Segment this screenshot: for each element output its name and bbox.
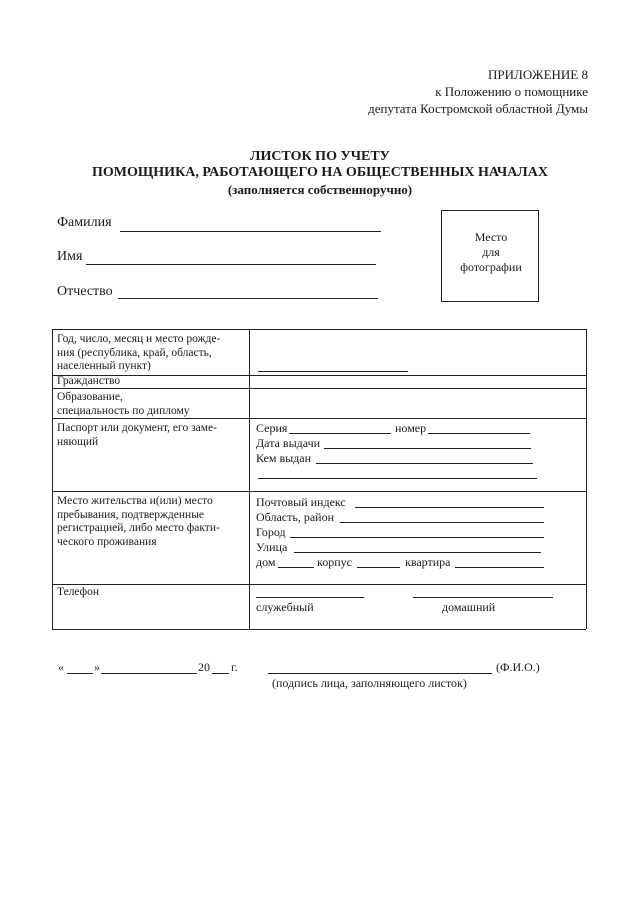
table-row-divider — [52, 418, 586, 419]
postal-code-label: Почтовый индекс — [256, 495, 346, 509]
birth-field[interactable] — [258, 371, 408, 372]
table-row-label-line: пребывания, подтвержденные — [57, 508, 205, 521]
passport-issued-by-label: Кем выдан — [256, 451, 312, 465]
date-year-prefix: 20 — [198, 660, 210, 674]
table-row-label-line: Образование, — [57, 391, 123, 403]
patronymic-label: Отчество — [57, 284, 113, 299]
date-day-field[interactable] — [67, 673, 93, 674]
region-label: Область, район — [256, 510, 334, 524]
building-field[interactable] — [357, 567, 400, 568]
photo-box-line-1: Место — [474, 230, 508, 244]
photo-box-label — [442, 230, 540, 275]
table-row-label-line: специальность по диплому — [57, 404, 190, 417]
phone-home-label: домашний — [442, 600, 496, 614]
table-row-birth-label — [57, 333, 245, 374]
table-row-label-line: Телефон — [57, 586, 100, 598]
table-row-label-line: Гражданство — [57, 375, 121, 387]
table-border-right — [586, 329, 587, 629]
name-label: Имя — [57, 249, 83, 264]
signature-field[interactable] — [268, 673, 492, 674]
table-row-address-label — [57, 495, 245, 549]
date-year-suffix: г. — [231, 660, 238, 674]
fio-label: (Ф.И.О.) — [496, 660, 540, 674]
apartment-field[interactable] — [455, 567, 544, 568]
date-year-field[interactable] — [212, 673, 229, 674]
date-month-field[interactable] — [101, 673, 197, 674]
surname-label: Фамилия — [57, 215, 112, 230]
document-title: ЛИСТОК ПО УЧЕТУ — [250, 149, 390, 164]
document-subtitle: ПОМОЩНИКА, РАБОТАЮЩЕГО НА ОБЩЕСТВЕННЫХ НАЧАЛАХ — [92, 165, 548, 180]
table-row-divider — [52, 491, 586, 492]
table-row-label-line: Место жительства и(или) место — [57, 495, 213, 507]
table-row-label-line: ния (республика, край, область, — [57, 346, 212, 359]
passport-series-field[interactable] — [289, 433, 391, 434]
passport-series-label: Серия — [256, 421, 288, 435]
table-row-label-line: ческого проживания — [57, 535, 157, 548]
photo-box — [441, 210, 539, 302]
photo-box-line-2: для — [482, 245, 500, 259]
annex-subtitle: к Положению о помощнике — [435, 84, 588, 99]
name-field[interactable] — [86, 264, 376, 265]
table-border-bottom — [52, 629, 586, 630]
passport-number-field[interactable] — [428, 433, 530, 434]
table-row-label-line: населенный пункт) — [57, 360, 151, 372]
table-row-citizenship-label — [57, 375, 245, 389]
city-field[interactable] — [290, 537, 544, 538]
region-field[interactable] — [340, 522, 544, 523]
table-row-phone-label — [57, 586, 245, 600]
annex-reference: депутата Костромской областной Думы — [368, 101, 588, 116]
date-quote-open: « — [58, 660, 64, 674]
house-label: дом — [256, 555, 276, 569]
annex-title: ПРИЛОЖЕНИЕ 8 — [488, 67, 588, 82]
table-row-label-line: регистрацией, либо место факти- — [57, 522, 220, 534]
document-note: (заполняется собственноручно) — [227, 182, 413, 197]
passport-issue-date-label: Дата выдачи — [256, 436, 321, 450]
table-row-divider — [52, 584, 586, 585]
passport-issued-by-field-2[interactable] — [258, 478, 537, 479]
table-row-label-line: Год, число, месяц и место рожде- — [57, 333, 221, 345]
surname-field[interactable] — [120, 231, 381, 232]
passport-issue-date-field[interactable] — [324, 448, 531, 449]
building-label: корпус — [317, 555, 352, 569]
table-border-top — [52, 329, 586, 330]
phone-work-label: служебный — [256, 600, 314, 614]
postal-code-field[interactable] — [355, 507, 544, 508]
patronymic-field[interactable] — [118, 298, 378, 299]
table-row-passport-label — [57, 422, 245, 449]
street-label: Улица — [256, 540, 288, 554]
signature-caption: (подпись лица, заполняющего листок) — [272, 676, 467, 690]
passport-number-label: номер — [395, 421, 427, 435]
table-row-label-line: Паспорт или документ, его заме- — [57, 422, 217, 434]
photo-box-line-3: фотографии — [460, 260, 522, 274]
passport-issued-by-field[interactable] — [316, 463, 533, 464]
date-quote-close: » — [94, 660, 100, 674]
phone-home-field[interactable] — [413, 597, 553, 598]
phone-work-field[interactable] — [256, 597, 364, 598]
apartment-label: квартира — [405, 555, 451, 569]
house-field[interactable] — [278, 567, 314, 568]
city-label: Город — [256, 525, 286, 539]
table-row-education-label — [57, 391, 245, 418]
table-row-label-line: няющий — [57, 435, 99, 448]
street-field[interactable] — [294, 552, 541, 553]
